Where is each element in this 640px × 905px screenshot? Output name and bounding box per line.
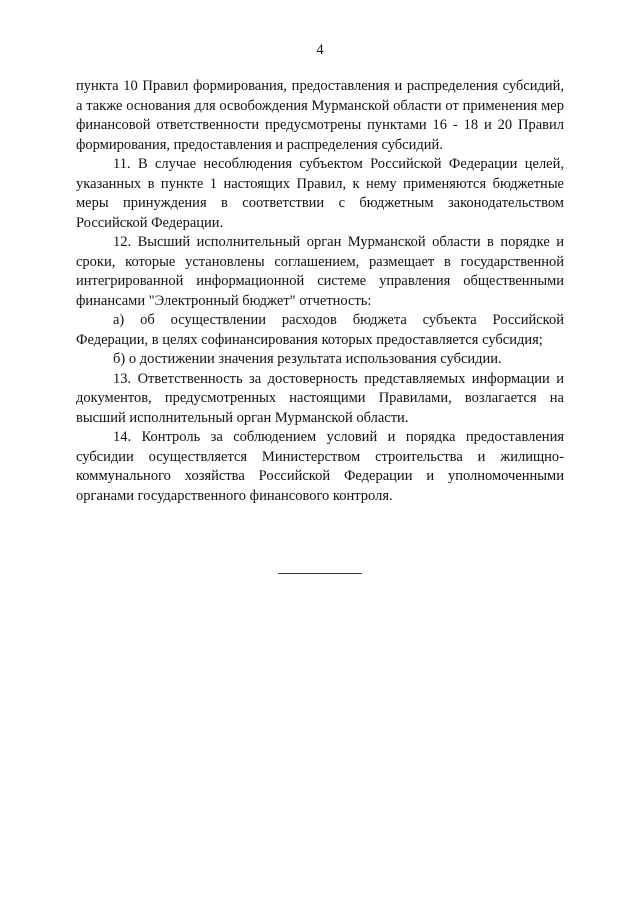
paragraph-continuation: пункта 10 Правил формирования, предоставления и распределения субсидий, а также основания для освобождения Мурманской области от применения мер финансовой ответственности предусмотрены пунктами 16 - 18 и 20 Правил формирования, предоставления и распределения субсидий. <box>76 78 564 153</box>
paragraph-item-14: 14. Контроль за соблюдением условий и порядка предоставления субсидии осуществляется Министерством строительства и жилищно-коммунального хозяйства Российской Федерации и уполномоченными органами государственного финансового контроля. <box>76 429 564 504</box>
page-number: 4 <box>316 42 324 58</box>
paragraph-subitem-a: а) об осуществлении расходов бюджета субъекта Российской Федерации, в целях софинансирования которых предоставляется субсидия; <box>76 312 564 348</box>
paragraph-item-11: 11. В случае несоблюдения субъектом Российской Федерации целей, указанных в пункте 1 настоящих Правил, к нему применяются бюджетные меры принуждения в соответствии с бюджетным законодательством Российской Федерации. <box>76 156 564 231</box>
paragraph-item-12: 12. Высший исполнительный орган Мурманской области в порядке и сроки, которые установлены соглашением, размещает в государственной интегрированной информационной системе управления общественными финансами "Электронный бюджет" отчетность: <box>76 234 564 309</box>
document-body <box>76 77 564 506</box>
paragraph-subitem-b: б) о достижении значения результата использования субсидии. <box>113 351 502 367</box>
end-separator-line <box>278 573 362 574</box>
paragraph-item-13: 13. Ответственность за достоверность представляемых информации и документов, предусмотренных настоящими Правилами, возлагается на высший исполнительный орган Мурманской области. <box>76 370 564 426</box>
